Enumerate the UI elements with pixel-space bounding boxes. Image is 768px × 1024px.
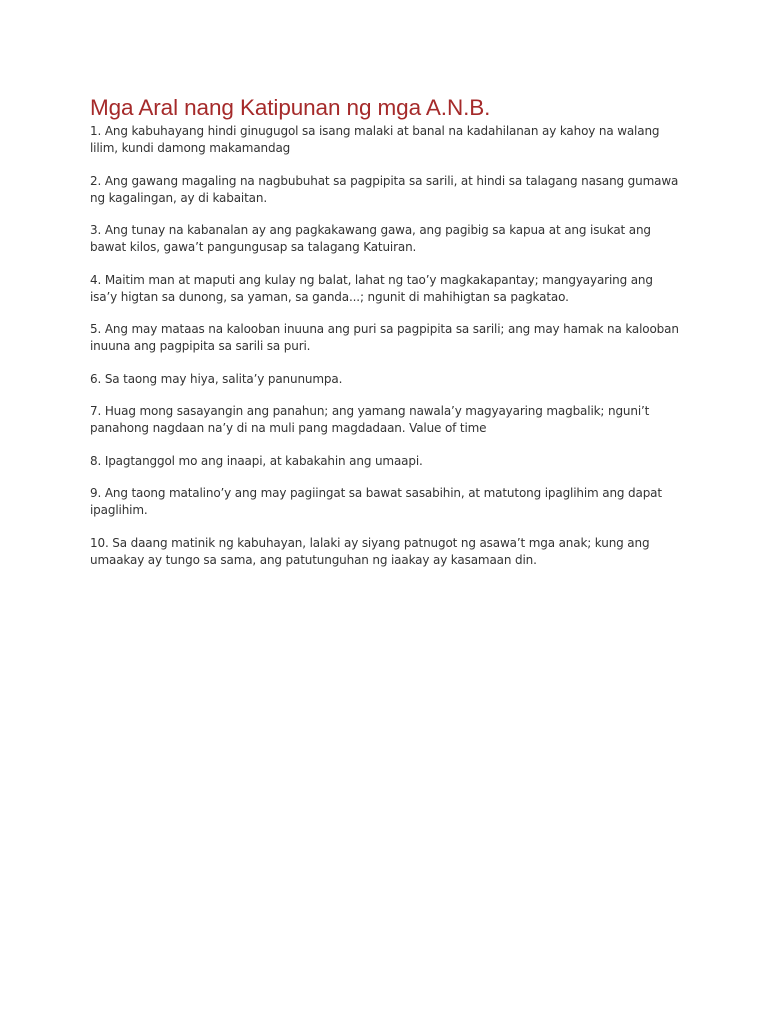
teaching-item-1: 1. Ang kabuhayang hindi ginugugol sa isang malaki at banal na kadahilanan ay kahoy na walang lilim, kundi damong makamandag — [90, 124, 660, 155]
teaching-item-10: 10. Sa daang matinik ng kabuhayan, lalaki ay siyang patnugot ng asawa’t mga anak; kung ang umaakay ay tungo sa sama, ang patutunguhan ng iaakay ay kasamaan din. — [90, 535, 650, 567]
teaching-item-2: 2. Ang gawang magaling na nagbubuhat sa pagpipita sa sarili, at hindi sa talagang nasang gumawa ng kagalingan, ay di kabaitan. — [90, 173, 679, 205]
teaching-item-5: 5. Ang may mataas na kalooban inuuna ang puri sa pagpipita sa sarili; ang may hamak na kalooban inuuna ang pagpipita sa sarili sa puri. — [90, 322, 679, 353]
document-title: Mga Aral nang Katipunan ng mga A.N.B. — [90, 95, 491, 120]
teaching-item-3: 3. Ang tunay na kabanalan ay ang pagkakawang gawa, ang pagibig sa kapua at ang isukat ang bawat kilos, gawa’t pangungusap sa talagang Katuiran. — [90, 223, 651, 254]
teachings-list — [90, 123, 680, 569]
teaching-item-9: 9. Ang taong matalino’y ang may pagiingat sa bawat sasabihin, at matutong ipaglihim ang dapat ipaglihim. — [90, 486, 662, 517]
teaching-item-8: 8. Ipagtanggol mo ang inaapi, at kabakahin ang umaapi. — [90, 453, 423, 468]
teaching-item-7: 7. Huag mong sasayangin ang panahun; ang yamang nawala’y magyayaring magbalik; nguni’t panahong nagdaan na’y di na muli pang magdadaan. Value of time — [90, 404, 650, 435]
document-content — [90, 94, 680, 584]
teaching-item-6: 6. Sa taong may hiya, salita’y panunumpa. — [90, 371, 343, 386]
teaching-item-4: 4. Maitim man at maputi ang kulay ng balat, lahat ng tao’y magkakapantay; mangyayaring ang isa’y higtan sa dunong, sa yaman, sa ganda...; ngunit di mahihigtan sa pagkatao. — [90, 272, 653, 304]
